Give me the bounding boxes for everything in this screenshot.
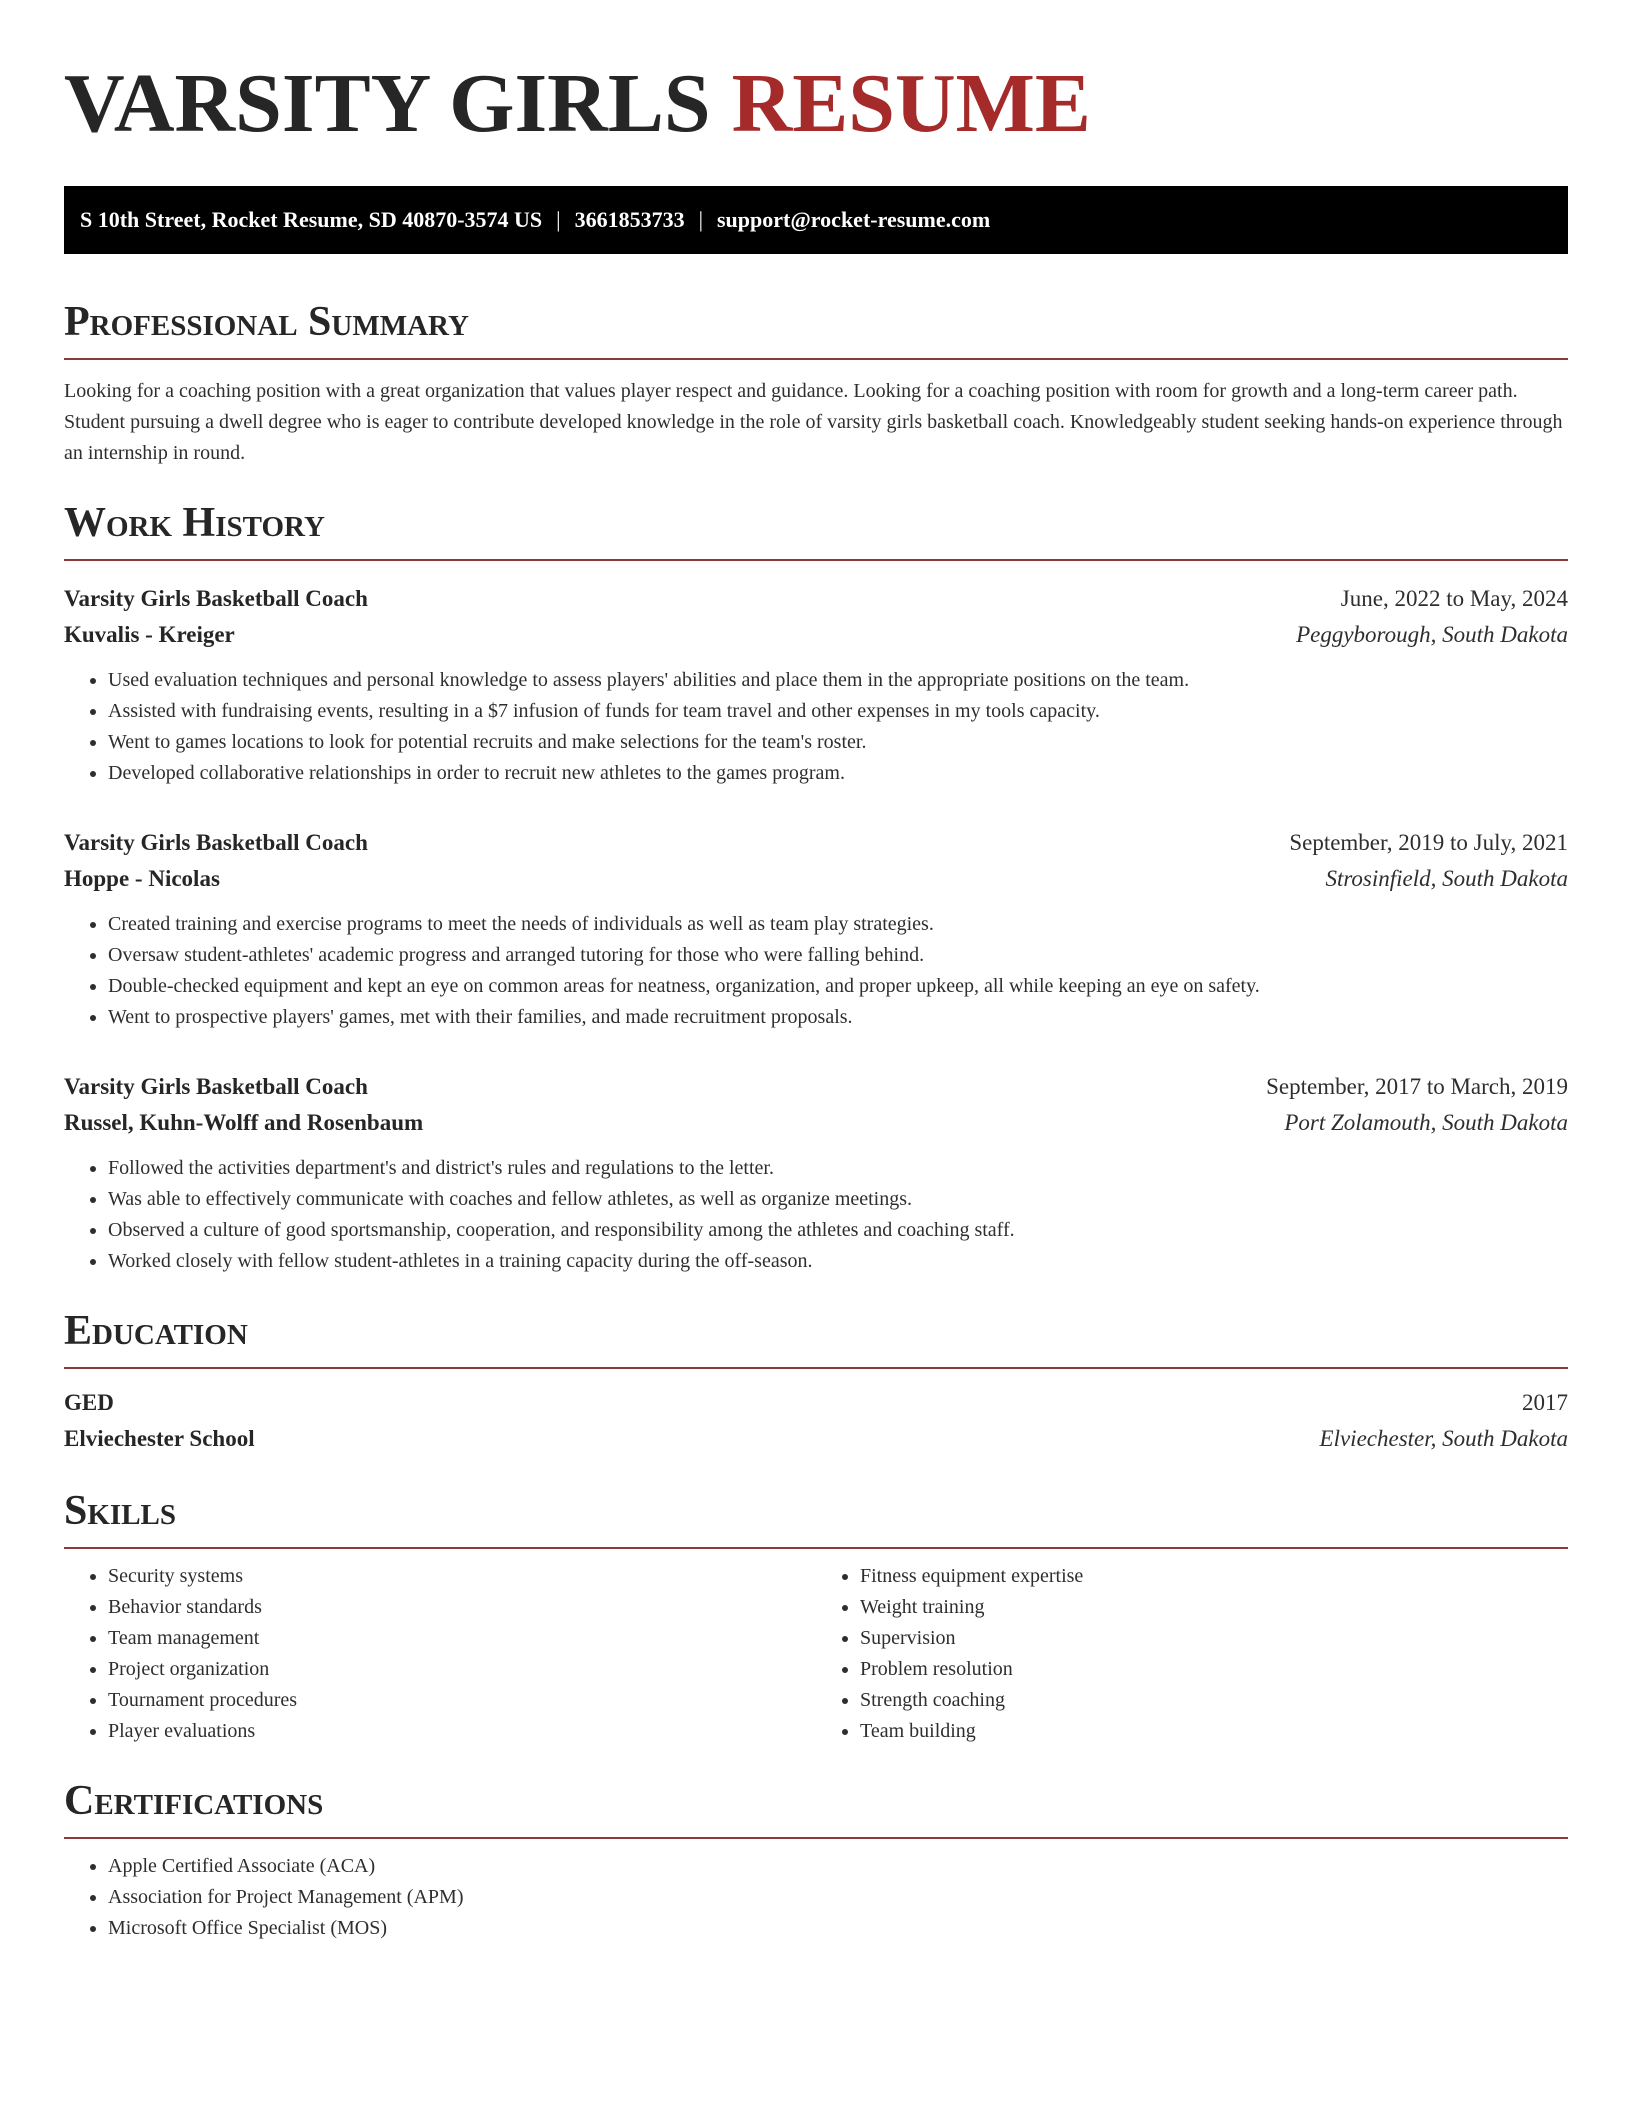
title-main: VARSITY GIRLS bbox=[64, 57, 711, 150]
contact-address: S 10th Street, Rocket Resume, SD 40870-3574 US bbox=[80, 207, 543, 232]
job-header-row bbox=[64, 825, 1568, 861]
skills-list-right bbox=[816, 1561, 1568, 1747]
certifications-section bbox=[64, 1777, 1568, 1944]
professional-summary-section bbox=[64, 298, 1568, 469]
job-duties bbox=[64, 665, 1568, 789]
job-duty: • Observed a culture of good sportsmanship, cooperation, and responsibility among the athletes and coaching staff. bbox=[108, 1215, 1568, 1246]
skill-item: • Weight training bbox=[860, 1592, 1568, 1623]
skill-item: • Strength coaching bbox=[860, 1685, 1568, 1716]
skill-item: • Supervision bbox=[860, 1623, 1568, 1654]
job-company: Russel, Kuhn-Wolff and Rosenbaum bbox=[64, 1110, 424, 1135]
job-company: Kuvalis - Kreiger bbox=[64, 622, 235, 647]
job-location: Strosinfield, South Dakota bbox=[1325, 866, 1568, 891]
job-duty: • Assisted with fundraising events, resulting in a $7 infusion of funds for team travel and other expenses in my tools capacity. bbox=[108, 696, 1568, 727]
education-school-row bbox=[64, 1421, 1568, 1457]
job-duty: • Double-checked equipment and kept an eye on common areas for neatness, organization, and proper upkeep, all while keeping an eye on safety. bbox=[108, 971, 1568, 1002]
job-header-row bbox=[64, 581, 1568, 617]
certification-item: • Microsoft Office Specialist (MOS) bbox=[108, 1913, 1568, 1944]
section-heading-summary: Professional Summary bbox=[64, 298, 1568, 360]
job-duties bbox=[64, 1153, 1568, 1277]
job-duties bbox=[64, 909, 1568, 1033]
job-duty: • Went to games locations to look for potential recruits and make selections for the team's roster. bbox=[108, 727, 1568, 758]
job-location: Peggyborough, South Dakota bbox=[1296, 622, 1568, 647]
skill-item: • Team building bbox=[860, 1716, 1568, 1747]
certification-item: • Association for Project Management (APM) bbox=[108, 1882, 1568, 1913]
job-entry bbox=[64, 581, 1568, 789]
job-entry bbox=[64, 1069, 1568, 1277]
skill-item: • Fitness equipment expertise bbox=[860, 1561, 1568, 1592]
job-header-row bbox=[64, 1069, 1568, 1105]
section-heading-skills: Skills bbox=[64, 1487, 1568, 1549]
job-company-row bbox=[64, 617, 1568, 653]
job-company-row bbox=[64, 861, 1568, 897]
contact-separator: | bbox=[698, 207, 703, 232]
contact-bar bbox=[64, 186, 1568, 254]
job-duty: • Went to prospective players' games, met with their families, and made recruitment proposals. bbox=[108, 1002, 1568, 1033]
skill-item: • Player evaluations bbox=[108, 1716, 816, 1747]
job-dates: September, 2019 to July, 2021 bbox=[1289, 830, 1568, 855]
work-history-section bbox=[64, 499, 1568, 1277]
job-duty: • Created training and exercise programs to meet the needs of individuals as well as team play strategies. bbox=[108, 909, 1568, 940]
education-entry bbox=[64, 1385, 1568, 1457]
job-duty: • Was able to effectively communicate with coaches and fellow athletes, as well as organize meetings. bbox=[108, 1184, 1568, 1215]
job-dates: June, 2022 to May, 2024 bbox=[1340, 586, 1568, 611]
job-company: Hoppe - Nicolas bbox=[64, 866, 220, 891]
job-location: Port Zolamouth, South Dakota bbox=[1284, 1110, 1568, 1135]
skill-item: • Team management bbox=[108, 1623, 816, 1654]
skills-section bbox=[64, 1487, 1568, 1747]
skills-columns bbox=[64, 1561, 1568, 1747]
job-duty: • Used evaluation techniques and personal knowledge to assess players' abilities and place them in the appropriate positions on the team. bbox=[108, 665, 1568, 696]
section-heading-education: Education bbox=[64, 1307, 1568, 1369]
job-duty: • Followed the activities department's and district's rules and regulations to the letter. bbox=[108, 1153, 1568, 1184]
education-school: Elviechester School bbox=[64, 1426, 255, 1451]
education-header-row bbox=[64, 1385, 1568, 1421]
skill-item: • Security systems bbox=[108, 1561, 816, 1592]
section-heading-certifications: Certifications bbox=[64, 1777, 1568, 1839]
job-role: Varsity Girls Basketball Coach bbox=[64, 830, 368, 855]
job-duty: • Developed collaborative relationships in order to recruit new athletes to the games program. bbox=[108, 758, 1568, 789]
job-duty: • Worked closely with fellow student-athletes in a training capacity during the off-season. bbox=[108, 1246, 1568, 1277]
education-year: 2017 bbox=[1522, 1390, 1568, 1415]
skill-item: • Problem resolution bbox=[860, 1654, 1568, 1685]
job-duty: • Oversaw student-athletes' academic progress and arranged tutoring for those who were falling behind. bbox=[108, 940, 1568, 971]
education-degree: GED bbox=[64, 1390, 114, 1415]
education-location: Elviechester, South Dakota bbox=[1319, 1426, 1568, 1451]
job-entry bbox=[64, 825, 1568, 1033]
contact-phone: 3661853733 bbox=[574, 207, 685, 232]
skill-item: • Project organization bbox=[108, 1654, 816, 1685]
certification-item: • Apple Certified Associate (ACA) bbox=[108, 1851, 1568, 1882]
certifications-list bbox=[64, 1851, 1568, 1944]
skill-item: • Behavior standards bbox=[108, 1592, 816, 1623]
resume-title bbox=[64, 56, 1568, 152]
job-dates: September, 2017 to March, 2019 bbox=[1266, 1074, 1568, 1099]
education-section bbox=[64, 1307, 1568, 1457]
contact-email: support@rocket-resume.com bbox=[716, 207, 991, 232]
contact-separator: | bbox=[556, 207, 561, 232]
summary-text: Looking for a coaching position with a great organization that values player respect and guidance. Looking for a coaching position with room for growth and a long-term career path. Student pursuing a dwell degree who is eager to contribute developed knowledge in the role of varsity girls basketball coach. Knowledgeably student seeking hands-on experience through an internship in round. bbox=[64, 380, 1563, 464]
skills-list-left bbox=[64, 1561, 816, 1747]
job-role: Varsity Girls Basketball Coach bbox=[64, 586, 368, 611]
job-role: Varsity Girls Basketball Coach bbox=[64, 1074, 368, 1099]
section-heading-work: Work History bbox=[64, 499, 1568, 561]
title-accent: RESUME bbox=[731, 57, 1091, 150]
skill-item: • Tournament procedures bbox=[108, 1685, 816, 1716]
job-company-row bbox=[64, 1105, 1568, 1141]
